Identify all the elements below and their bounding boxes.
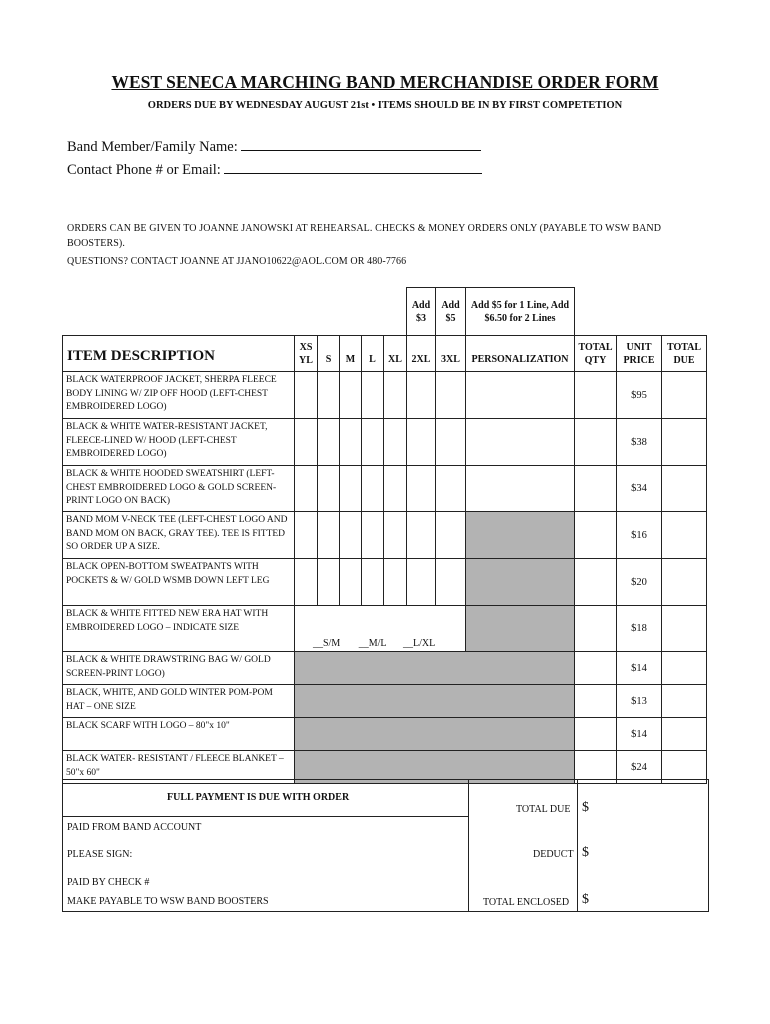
notice-questions: QUESTIONS? CONTACT JOANNE AT JJANO10622@AOL.COM OR 480-7766	[67, 256, 407, 267]
total-qty-cell[interactable]	[575, 685, 617, 718]
qty-cell[interactable]	[318, 466, 340, 512]
personalization-cell[interactable]	[466, 466, 575, 512]
qty-cell[interactable]	[436, 466, 466, 512]
contact-field[interactable]	[67, 161, 482, 179]
total-due-cell[interactable]	[662, 419, 707, 466]
qty-cell[interactable]	[340, 372, 362, 419]
deduct-label: DEDUCT	[533, 849, 574, 860]
name-line[interactable]	[241, 138, 481, 151]
qty-cell[interactable]	[295, 512, 318, 559]
total-qty-cell[interactable]	[575, 466, 617, 512]
payment-summary	[62, 779, 709, 912]
item-description-header: ITEM DESCRIPTION	[63, 336, 295, 372]
hat-size-options[interactable]	[295, 606, 466, 652]
item-desc: BLACK & WHITE HOODED SWEATSHIRT (LEFT-CHEST EMBROIDERED LOGO & GOLD SCREEN-PRINT LOGO ON BACK)	[63, 466, 295, 512]
item-desc: BLACK & WHITE DRAWSTRING BAG W/ GOLD SCREEN-PRINT LOGO)	[63, 652, 295, 685]
item-desc: BLACK, WHITE, AND GOLD WINTER POM-POM HAT – ONE SIZE	[63, 685, 295, 718]
header-unit-price: UNIT PRICE	[617, 336, 662, 372]
header-total-due: TOTAL DUE	[662, 336, 707, 372]
total-due-cell[interactable]	[662, 466, 707, 512]
qty-cell[interactable]	[318, 559, 340, 606]
qty-cell[interactable]	[318, 419, 340, 466]
personalization-note: Add $5 for 1 Line, Add $6.50 for 2 Lines	[466, 288, 575, 336]
shaded-cell	[295, 652, 575, 685]
total-qty-cell[interactable]	[575, 372, 617, 419]
unit-price: $20	[617, 559, 662, 606]
qty-cell[interactable]	[407, 512, 436, 559]
qty-cell[interactable]	[340, 512, 362, 559]
total-due-label: TOTAL DUE	[516, 804, 571, 815]
shaded-cell	[466, 512, 575, 559]
qty-cell[interactable]	[436, 372, 466, 419]
item-desc: BLACK & WHITE WATER-RESISTANT JACKET, FLEECE-LINED W/ HOOD (LEFT-CHEST EMBROIDERED LOGO)	[63, 419, 295, 466]
qty-cell[interactable]	[340, 559, 362, 606]
unit-price: $38	[617, 419, 662, 466]
total-qty-cell[interactable]	[575, 606, 617, 652]
table-row	[63, 372, 707, 419]
qty-cell[interactable]	[407, 559, 436, 606]
table-row	[63, 466, 707, 512]
unit-price: $24	[617, 751, 662, 784]
header-xl: XL	[384, 336, 407, 372]
qty-cell[interactable]	[384, 466, 407, 512]
qty-cell[interactable]	[295, 559, 318, 606]
table-row	[63, 512, 707, 559]
total-due-cell[interactable]	[662, 685, 707, 718]
table-row	[63, 685, 707, 718]
table-row	[63, 652, 707, 685]
total-due-cell[interactable]	[662, 652, 707, 685]
total-due-cell[interactable]	[662, 559, 707, 606]
shaded-cell	[466, 606, 575, 652]
qty-cell[interactable]	[362, 466, 384, 512]
table-row	[63, 419, 707, 466]
deduct-dollar[interactable]: $	[582, 845, 589, 860]
qty-cell[interactable]	[384, 559, 407, 606]
header-l: L	[362, 336, 384, 372]
shaded-cell	[466, 559, 575, 606]
qty-cell[interactable]	[362, 372, 384, 419]
unit-price: $95	[617, 372, 662, 419]
table-row	[63, 606, 707, 652]
header-2xl: 2XL	[407, 336, 436, 372]
total-qty-cell[interactable]	[575, 512, 617, 559]
qty-cell[interactable]	[384, 419, 407, 466]
qty-cell[interactable]	[318, 372, 340, 419]
personalization-cell[interactable]	[466, 419, 575, 466]
form-subtitle: ORDERS DUE BY WEDNESDAY AUGUST 21st • ITEMS SHOULD BE IN BY FIRST COMPETETION	[147, 100, 623, 111]
unit-price: $16	[617, 512, 662, 559]
qty-cell[interactable]	[362, 419, 384, 466]
total-due-cell[interactable]	[662, 606, 707, 652]
total-due-cell[interactable]	[662, 718, 707, 751]
qty-cell[interactable]	[436, 512, 466, 559]
total-due-cell[interactable]	[662, 372, 707, 419]
surcharge-2xl: Add $3	[407, 288, 436, 336]
total-qty-cell[interactable]	[575, 419, 617, 466]
total-qty-cell[interactable]	[575, 559, 617, 606]
unit-price: $13	[617, 685, 662, 718]
qty-cell[interactable]	[318, 512, 340, 559]
header-s: S	[318, 336, 340, 372]
qty-cell[interactable]	[407, 466, 436, 512]
item-desc: BLACK & WHITE FITTED NEW ERA HAT WITH EMBROIDERED LOGO – INDICATE SIZE	[63, 606, 295, 652]
qty-cell[interactable]	[362, 512, 384, 559]
table-row	[63, 559, 707, 606]
qty-cell[interactable]	[362, 559, 384, 606]
total-due-dollar[interactable]: $	[582, 800, 589, 815]
total-qty-cell[interactable]	[575, 718, 617, 751]
form-title: WEST SENECA MARCHING BAND MERCHANDISE ORDER FORM	[111, 72, 659, 92]
notice-orders: ORDERS CAN BE GIVEN TO JOANNE JANOWSKI AT REHEARSAL. CHECKS & MONEY ORDERS ONLY (PAYABLE TO WSW BAND BOOSTERS).	[67, 223, 662, 249]
unit-price: $34	[617, 466, 662, 512]
header-m: M	[340, 336, 362, 372]
header-total-qty: TOTAL QTY	[575, 336, 617, 372]
item-desc: BLACK SCARF WITH LOGO – 80"x 10"	[63, 718, 295, 751]
hat-size-lxl[interactable]: __L/XL	[403, 638, 436, 649]
qty-cell[interactable]	[407, 419, 436, 466]
shaded-cell	[295, 718, 575, 751]
unit-price: $18	[617, 606, 662, 652]
table-row	[63, 718, 707, 751]
order-table	[62, 287, 707, 784]
please-sign-label[interactable]: PLEASE SIGN:	[67, 849, 133, 860]
total-qty-cell[interactable]	[575, 652, 617, 685]
qty-cell[interactable]	[295, 419, 318, 466]
qty-cell[interactable]	[384, 512, 407, 559]
contact-line[interactable]	[224, 161, 482, 174]
contact-label: Contact Phone # or Email:	[67, 162, 221, 178]
unit-price: $14	[617, 652, 662, 685]
hat-size-sm[interactable]: __S/M	[313, 638, 341, 649]
qty-cell[interactable]	[295, 466, 318, 512]
item-desc: BLACK WATERPROOF JACKET, SHERPA FLEECE BODY LINING W/ ZIP OFF HOOD (LEFT-CHEST EMBROIDERED LOGO)	[63, 372, 295, 419]
make-payable-label: MAKE PAYABLE TO WSW BAND BOOSTERS	[67, 896, 269, 907]
item-desc: BLACK WATER- RESISTANT / FLEECE BLANKET – 50"x 60"	[63, 751, 295, 784]
hat-size-ml[interactable]: __M/L	[358, 638, 387, 649]
name-field[interactable]	[67, 138, 481, 156]
name-label: Band Member/Family Name:	[67, 139, 238, 155]
paid-from-band-label[interactable]: PAID FROM BAND ACCOUNT	[67, 822, 202, 833]
header-personalization: PERSONALIZATION	[466, 336, 575, 372]
total-enclosed-label: TOTAL ENCLOSED	[483, 897, 570, 908]
personalization-cell[interactable]	[466, 372, 575, 419]
qty-cell[interactable]	[436, 419, 466, 466]
full-payment-note: FULL PAYMENT IS DUE WITH ORDER	[167, 792, 350, 803]
total-enclosed-dollar[interactable]: $	[582, 892, 589, 907]
qty-cell[interactable]	[407, 372, 436, 419]
qty-cell[interactable]	[340, 419, 362, 466]
paid-by-check-label[interactable]: PAID BY CHECK #	[67, 877, 150, 888]
total-due-cell[interactable]	[662, 512, 707, 559]
qty-cell[interactable]	[436, 559, 466, 606]
unit-price: $14	[617, 718, 662, 751]
item-desc: BLACK OPEN-BOTTOM SWEATPANTS WITH POCKETS & W/ GOLD WSMB DOWN LEFT LEG	[63, 559, 295, 606]
shaded-cell	[295, 685, 575, 718]
qty-cell[interactable]	[384, 372, 407, 419]
qty-cell[interactable]	[295, 372, 318, 419]
qty-cell[interactable]	[340, 466, 362, 512]
header-xs: XS YL	[295, 336, 318, 372]
item-desc: BAND MOM V-NECK TEE (LEFT-CHEST LOGO AND BAND MOM ON BACK, GRAY TEE). TEE IS FITTED SO ORDER UP A SIZE.	[63, 512, 295, 559]
surcharge-3xl: Add $5	[436, 288, 466, 336]
header-3xl: 3XL	[436, 336, 466, 372]
